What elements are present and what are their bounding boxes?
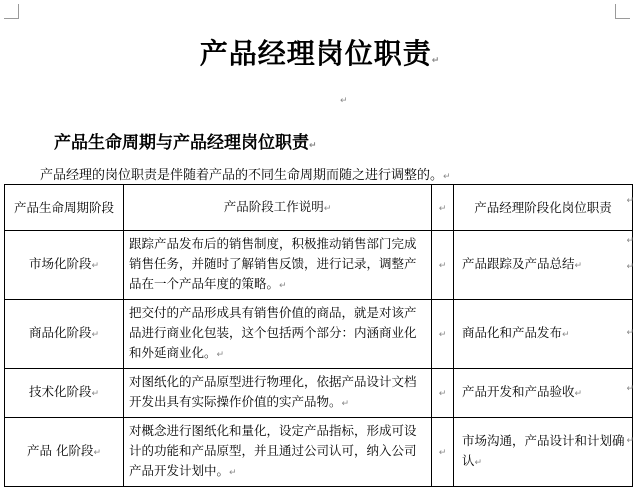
paragraph-mark: ↵ <box>91 389 100 399</box>
spacer-cell <box>432 418 454 487</box>
paragraph-mark: ↵ <box>341 399 350 409</box>
stage-cell <box>5 231 124 300</box>
spacer-cell <box>432 300 454 369</box>
paragraph-mark: ↵ <box>626 262 634 272</box>
responsibility-text: 产品跟踪及产品总结 <box>462 256 575 271</box>
table-row <box>5 300 633 369</box>
table-row <box>5 418 633 487</box>
document-subtitle <box>54 128 317 153</box>
responsibility-cell <box>454 369 633 418</box>
header-description: 产品阶段工作说明 <box>223 198 324 214</box>
paragraph-mark: ↵ <box>474 458 483 468</box>
paragraph-mark: ↵ <box>574 261 583 271</box>
header-responsibility: 产品经理阶段化岗位职责 <box>474 199 612 215</box>
responsibility-text: 市场沟通，产品设计和计划确认 <box>462 433 625 468</box>
description-cell <box>124 418 432 487</box>
table-row <box>5 231 633 300</box>
intro-paragraph <box>40 164 451 183</box>
stage-text: 技术化阶段 <box>28 384 92 399</box>
spacer-cell <box>432 185 454 231</box>
paragraph-mark: ↵ <box>340 96 348 106</box>
description-cell <box>124 231 432 300</box>
responsibility-text: 产品开发和产品验收 <box>462 384 575 399</box>
paragraph-mark: ↵ <box>438 330 447 340</box>
subtitle-text: 产品生命周期与产品经理岗位职责 <box>54 133 309 153</box>
page-corner-top-left <box>4 4 19 19</box>
paragraph-mark: ↵ <box>626 384 634 394</box>
stage-cell <box>5 418 124 487</box>
spacer-cell <box>432 369 454 418</box>
table-header-row <box>5 185 633 231</box>
paragraph-mark: ↵ <box>91 330 100 340</box>
responsibility-table <box>4 184 633 487</box>
paragraph-mark: ↵ <box>574 389 583 399</box>
stage-cell <box>5 300 124 369</box>
table-row <box>5 369 633 418</box>
responsibility-text: 商品化和产品发布 <box>462 325 563 340</box>
title-text: 产品经理岗位职责 <box>199 37 432 70</box>
paragraph-mark: ↵ <box>323 203 332 214</box>
paragraph-mark: ↵ <box>309 141 317 151</box>
paragraph-mark: ↵ <box>438 448 447 458</box>
paragraph-mark: ↵ <box>626 236 634 246</box>
stage-cell <box>5 369 124 418</box>
paragraph-mark: ↵ <box>93 448 102 458</box>
paragraph-mark: ↵ <box>438 389 447 399</box>
responsibility-cell <box>454 418 633 487</box>
stage-text: 产品 化阶段 <box>26 443 94 458</box>
responsibility-cell <box>454 231 633 300</box>
stage-text: 市场化阶段 <box>28 256 92 271</box>
document-title <box>0 32 640 72</box>
paragraph-mark: ↵ <box>626 436 634 446</box>
description-text: 对概念进行图纸化和量化，设定产品指标，形成可设计的功能和产品原型，并且通过公司认可，纳入公司产品开发计划中。 <box>129 423 417 478</box>
header-cell <box>5 185 124 231</box>
page-corner-top-right <box>615 4 630 19</box>
paragraph-mark: ↵ <box>562 330 570 340</box>
intro-text: 产品经理的岗位职责是伴随着产品的不同生命周期而随之进行调整的。 <box>40 168 444 183</box>
responsibility-cell <box>454 300 633 369</box>
paragraph-mark: ↵ <box>626 328 634 338</box>
paragraph-mark: ↵ <box>91 261 100 271</box>
paragraph-mark: ↵ <box>438 261 447 271</box>
paragraph-mark: ↵ <box>279 281 287 291</box>
description-cell <box>124 300 432 369</box>
header-cell <box>454 185 633 231</box>
paragraph-mark: ↵ <box>431 56 441 66</box>
paragraph-mark: ↵ <box>216 350 225 360</box>
description-cell <box>124 369 432 418</box>
description-text: 对图纸化的产品原型进行物理化，依据产品设计文档开发出具有实际操作价值的实产品物。 <box>129 374 417 409</box>
spacer-cell <box>432 231 454 300</box>
description-text: 把交付的产品形成具有销售价值的商品，就是对该产品进行商业化包装，这个包括两个部分：内涵商业化和外延商业化。 <box>129 305 417 360</box>
stage-text: 商品化阶段 <box>28 325 92 340</box>
header-stage: 产品生命周期阶段 <box>13 199 114 215</box>
paragraph-mark: ↵ <box>626 196 634 206</box>
paragraph-mark: ↵ <box>443 172 451 182</box>
paragraph-mark: ↵ <box>438 203 447 214</box>
paragraph-mark: ↵ <box>229 468 237 478</box>
description-text: 跟踪产品发布后的销售制度，积极推动销售部门完成销售任务，并随时了解销售反馈，进行记录，调整产品在一个产品年度的策略。 <box>129 236 417 291</box>
header-cell <box>124 185 432 231</box>
